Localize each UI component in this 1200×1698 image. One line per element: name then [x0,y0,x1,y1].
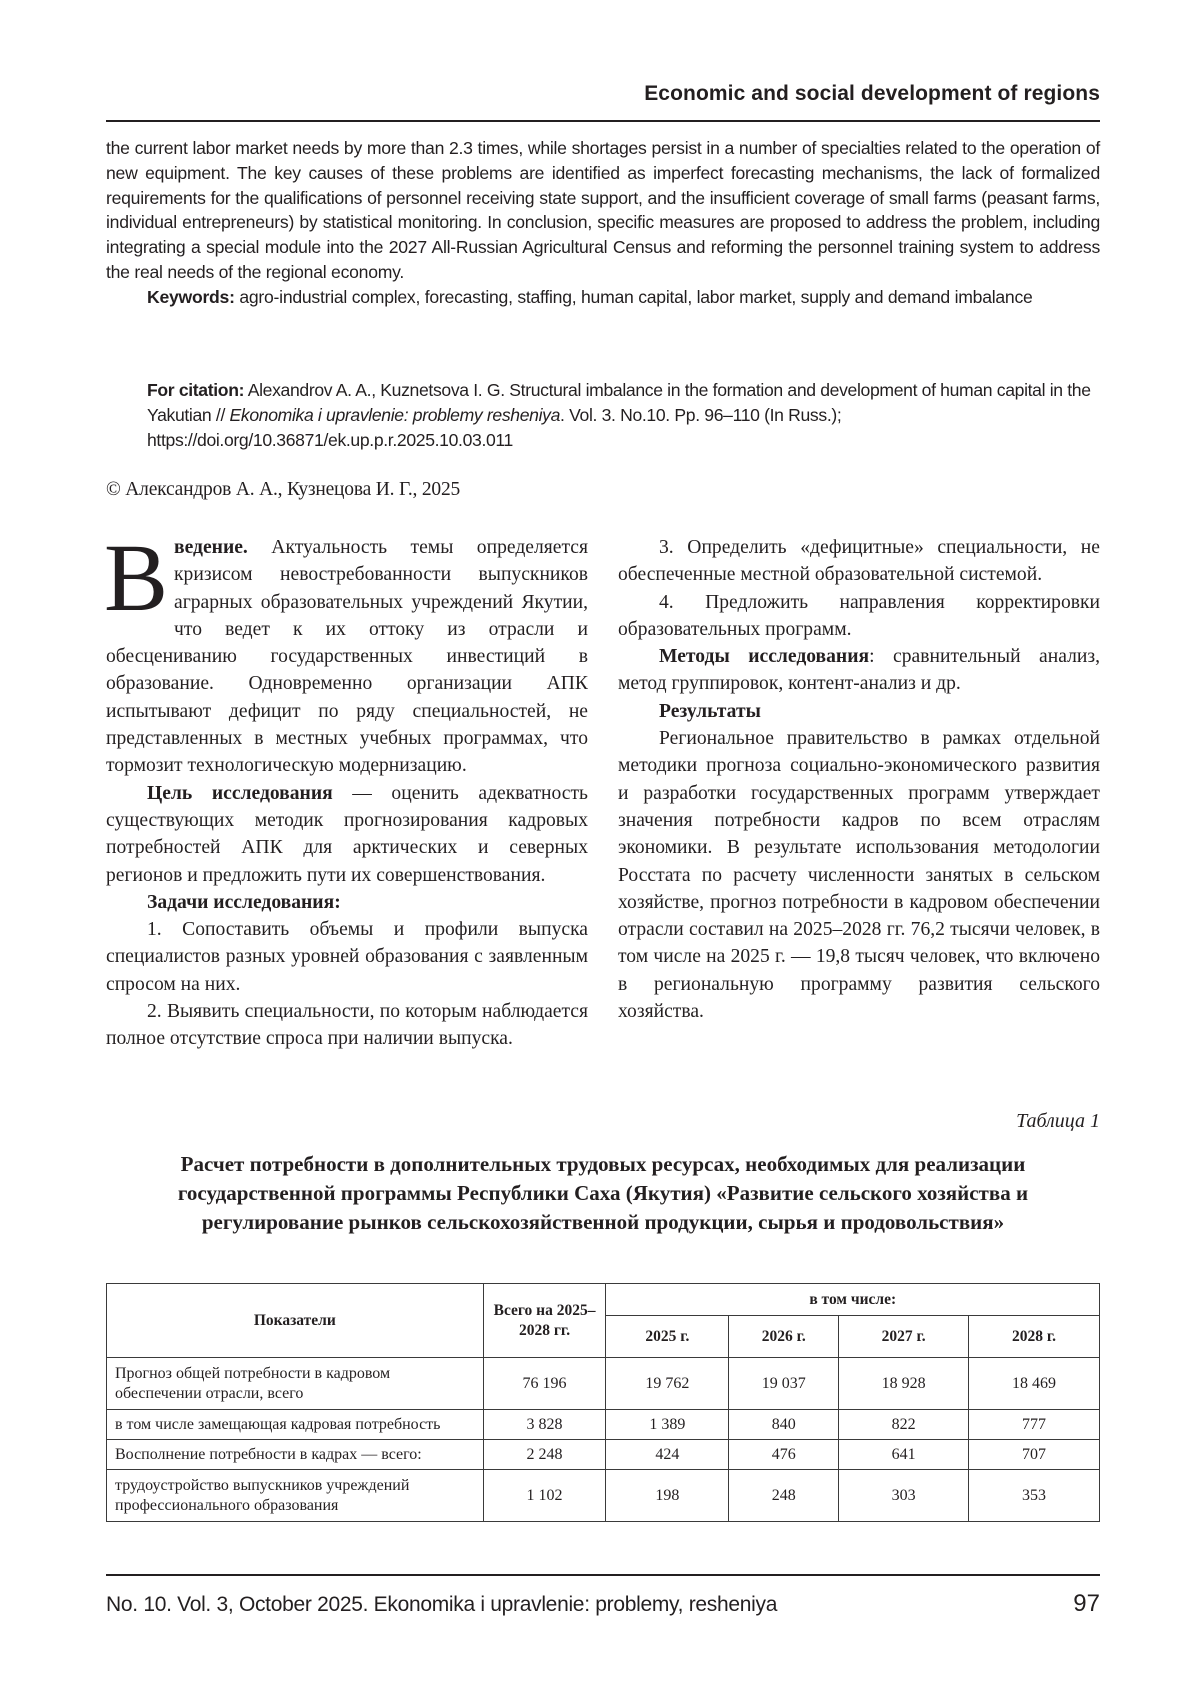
keywords [106,285,1100,310]
citation-label: For citation: [147,380,245,400]
header-total: Всего на 2025–2028 гг. [483,1284,606,1358]
row-value: 303 [839,1470,969,1522]
header-including: в том числе: [606,1284,1100,1316]
citation-details: . Vol. 3. No.10. Pp. 96–110 (In Russ.); https://doi.org/10.36871/ek.up.p.r.2025.10.03.011 [147,404,842,450]
abstract-continuation: the current labor market needs by more than 2.3 times, while shortages persist in a number of specialties related to the operation of new equipment. The key causes of these problems are identified as imperfect forecasting mechanisms, the lack of formalized requirements for the qualifications of personnel receiving state support, and the insufficient coverage of small farms (peasant farms, individual entrepreneurs) by statistical monitoring. In conclusion, specific measures are proposed to address the problem, including integrating a special module into the 2027 All-Russian Agricultural Census and reforming the personnel training system to address the real needs of the regional economy. [106,138,1100,282]
introduction-paragraph [104,524,588,780]
header-year: 2028 г. [969,1316,1100,1358]
task-item: 2. Выявить специальности, по которым наблюдается полное отсутствие спроса при наличии выпуска. [106,1001,588,1050]
row-label: Восполнение потребности в кадрах — всего: [107,1440,484,1470]
running-head: Economic and social development of regions [644,82,1100,105]
row-label: трудоустройство выпускников учреждений профессионального образования [107,1470,484,1522]
keywords-label: Keywords: [147,286,235,307]
table-title: Расчет потребности в дополнительных трудовых ресурсах, необходимых для реализации государственной программы Республики Саха (Якутия) «Развитие сельского хозяйства и регулирование рынков сельскохозяйственной продукции, сырья и продовольствия» [177,1152,1029,1234]
table-row [107,1410,1100,1440]
citation-authors-title: Alexandrov A. A., Kuznetsova I. G. Structural imbalance in the formation and development of human capital in the Yakutian // [147,380,1091,425]
goal-text: — оценить адекватность существующих методик прогнозирования кадровых потребностей АПК для арктических и северных регионов и предложить пути их совершенствования. [106,782,588,886]
table-row [107,1440,1100,1470]
methods-paragraph [618,643,1100,698]
drop-cap: В [104,524,169,631]
row-value: 18 928 [839,1358,969,1410]
row-value: 777 [969,1410,1100,1440]
goal-paragraph [106,780,588,889]
table-row [107,1470,1100,1522]
abstract-section [106,136,1100,310]
footer-journal-line: No. 10. Vol. 3, October 2025. Ekonomika i upravlenie: problemy, resheniya [106,1593,778,1616]
row-value: 424 [606,1440,729,1470]
body-column-left [104,524,588,1053]
row-total: 3 828 [483,1410,606,1440]
methods-text: : сравнительный анализ, метод группировок, контент-анализ и др. [618,646,1101,695]
footer-rule [106,1574,1100,1576]
task-item: 3. Определить «дефицитные» специальности, не обеспеченные местной образовательной системой. [618,537,1100,586]
methods-label: Методы исследования [659,646,870,668]
keywords-text: agro-industrial complex, forecasting, staffing, human capital, labor market, supply and demand imbalance [239,286,1033,307]
row-total: 2 248 [483,1440,606,1470]
header-year: 2025 г. [606,1316,729,1358]
results-paragraph: Региональное правительство в рамках отдельной методики прогноза социально-экономического развития и разработки государственных программ утверждает значения потребности кадров по всем отраслям экономики. В результате использования методологии Росстата по расчету численности занятых в сельском хозяйстве, прогноз потребности в кадровом обеспечении отрасли составил на 2025–2028 гг. 76,2 тысячи человек, в том числе на 2025 г. — 19,8 тысяч человек, что включено в региональную программу развития сельского хозяйства. [618,728,1100,1023]
intro-label: ведение. [174,537,248,558]
citation-block [147,378,1100,452]
tasks-heading: Задачи исследования: [147,891,341,913]
row-value: 707 [969,1440,1100,1470]
row-value: 641 [839,1440,969,1470]
row-value: 248 [729,1470,839,1522]
table-row [107,1358,1100,1410]
row-value: 19 762 [606,1358,729,1410]
copyright-notice: © Александров А. А., Кузнецова И. Г., 2025 [106,479,461,500]
row-value: 840 [729,1410,839,1440]
row-value: 19 037 [729,1358,839,1410]
results-heading: Результаты [659,700,761,722]
intro-text: Актуальность темы определяется кризисом невостребованности выпускников аграрных образовательных учреждений Якутии, что ведет к их оттоку из отрасли и обесцениванию государственных инвестиций в образование. Одновременно организации АПК испытывают дефицит по ряду специальностей, не представленных в местных учебных программах, что тормозит технологическую модернизацию. [106,537,588,777]
task-item: 4. Предложить направления корректировки образовательных программ. [618,591,1100,640]
table-label: Таблица 1 [1016,1110,1100,1132]
header-year: 2026 г. [729,1316,839,1358]
row-value: 476 [729,1440,839,1470]
row-label: Прогноз общей потребности в кадровом обеспечении отрасли, всего [107,1358,484,1410]
header-year: 2027 г. [839,1316,969,1358]
row-total: 76 196 [483,1358,606,1410]
task-item: 1. Сопоставить объемы и профили выпуска специалистов разных уровней образования с заявленным спросом на них. [106,919,588,995]
header-indicator: Показатели [107,1284,484,1358]
row-value: 198 [606,1470,729,1522]
page-number: 97 [1073,1590,1100,1617]
row-total: 1 102 [483,1470,606,1522]
header-rule [106,120,1100,122]
row-value: 353 [969,1470,1100,1522]
row-label: в том числе замещающая кадровая потребность [107,1410,484,1440]
body-column-right [618,534,1100,1025]
row-value: 1 389 [606,1410,729,1440]
row-value: 18 469 [969,1358,1100,1410]
row-value: 822 [839,1410,969,1440]
citation-journal: Ekonomika i upravlenie: problemy resheniya [229,404,561,425]
goal-label: Цель исследования [147,782,333,804]
staffing-needs-table [106,1283,1100,1522]
